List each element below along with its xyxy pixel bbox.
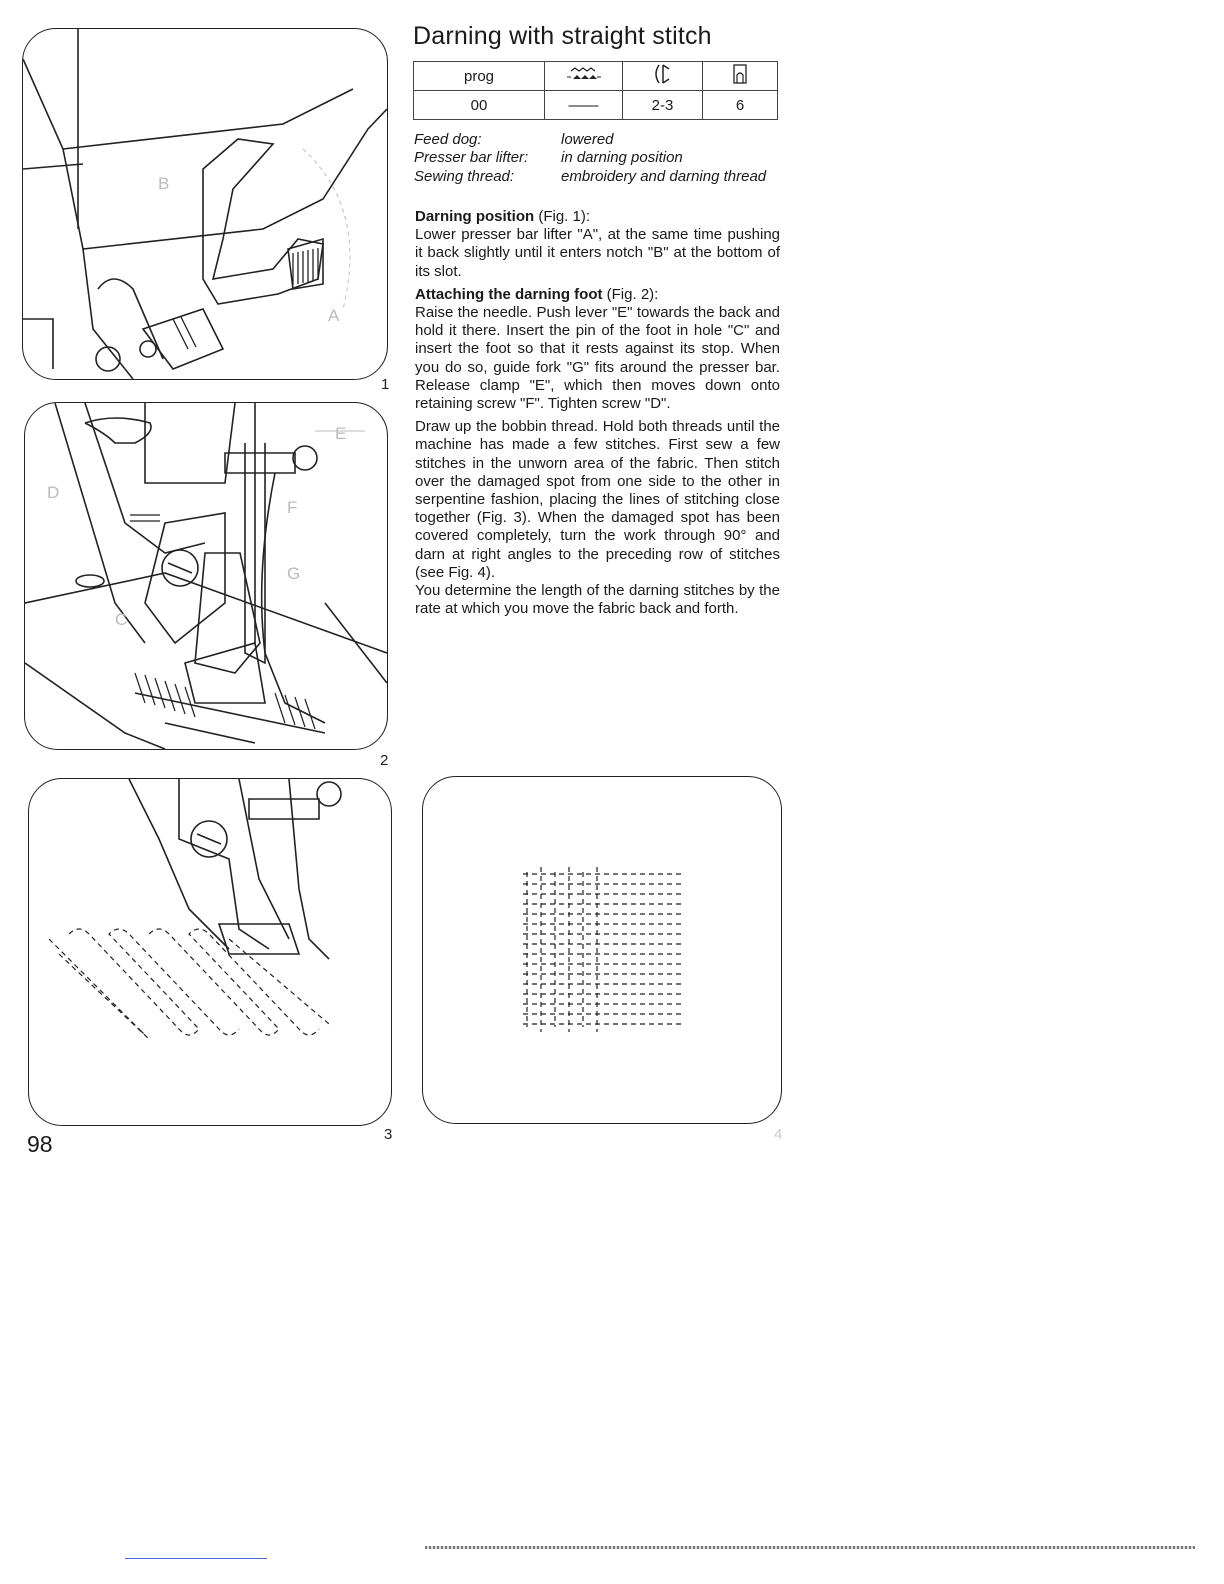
- attaching-foot-heading: Attaching the darning foot: [415, 285, 603, 303]
- property-value: lowered: [561, 131, 614, 148]
- darning-position-text: Lower presser bar lifter "A", at the same time pushing it back slightly until it enters notch "B" at the bottom of its slot.: [415, 226, 780, 280]
- page-number: 98: [27, 1131, 53, 1157]
- serpentine-darning-illustration: [29, 779, 391, 1125]
- figure-3-serpentine-darning: [28, 778, 392, 1126]
- prog-value: 00: [414, 91, 545, 120]
- property-value: in darning position: [561, 149, 683, 167]
- fig2-label-e: E: [335, 424, 347, 443]
- figure-2-darning-foot-attachment: [24, 402, 388, 750]
- figure-2-number: 2: [380, 752, 389, 769]
- presser-foot-value: 6: [703, 91, 778, 120]
- settings-properties: [414, 131, 771, 186]
- fig2-label-c: C: [115, 610, 128, 629]
- page-title: Darning with straight stitch: [413, 22, 712, 50]
- stitch-length-paragraph: You determine the length of the darning stitches by the rate at which you move the fabric back and forth.: [415, 582, 780, 618]
- property-key: Sewing thread:: [414, 167, 515, 185]
- darning-instructions-paragraph: Draw up the bobbin thread. Hold both threads until the machine has made a few stitches. First sew a few stitches in the unworn area of the fabric. Then stitch over the damaged spot from one side to the other in serpentine fashion, placing the lines of stitching close together (Fig. 3). When the damaged spot has been covered completely, turn the work through 90° and darn at right angles to the preceding row of stitches (see Fig. 4).: [415, 418, 780, 581]
- stitch-pattern-icon: [545, 62, 623, 91]
- fig1-label-a: A: [328, 306, 340, 325]
- presser-lifter-illustration: [23, 29, 387, 379]
- prog-header: prog: [414, 62, 545, 91]
- darning-foot-attachment-illustration: [25, 403, 387, 749]
- settings-table: [413, 61, 778, 120]
- settings-header-row: [414, 62, 778, 91]
- property-key: Presser bar lifter:: [414, 149, 529, 167]
- property-feed-dog: [414, 131, 771, 149]
- fig2-label-f: F: [287, 498, 298, 517]
- bottom-rule-left: [125, 1558, 267, 1559]
- darning-position-ref: (Fig. 1):: [534, 208, 591, 225]
- bottom-rule-right: [425, 1546, 1195, 1549]
- property-sewing-thread: [414, 168, 771, 186]
- fig1-label-b: B: [158, 174, 170, 193]
- property-key: Feed dog:: [414, 131, 482, 148]
- darning-position-heading: Darning position: [415, 208, 535, 225]
- instructions-body: [415, 208, 780, 623]
- figure-1-presser-lifter: [22, 28, 388, 380]
- figure-3-number: 3: [384, 1126, 393, 1143]
- fig2-label-d: D: [47, 483, 60, 502]
- property-value: embroidery and darning thread: [561, 167, 767, 185]
- settings-values-row: [414, 91, 778, 120]
- fig2-label-g: G: [287, 564, 301, 583]
- presser-foot-icon: [703, 62, 778, 91]
- darning-position-paragraph: [415, 208, 780, 281]
- stitch-length-value: 2-3: [623, 91, 703, 120]
- crosswise-darning-illustration: [423, 777, 781, 1123]
- property-presser-bar-lifter: [414, 149, 771, 167]
- figure-1-number: 1: [381, 376, 390, 393]
- figure-4-crosswise-darning: [422, 776, 782, 1124]
- attaching-foot-ref: (Fig. 2):: [602, 285, 659, 303]
- stitch-pattern-value: ——: [545, 91, 623, 120]
- stitch-length-icon: [623, 62, 703, 91]
- figure-4-number: 4: [774, 1126, 783, 1143]
- attaching-foot-paragraph: [415, 286, 780, 413]
- attaching-foot-text: Raise the needle. Push lever "E" towards the back and hold it there. Insert the pin of the foot in hole "C" and insert the foot so that it rests against its stop. When you do so, guide fork "G" fits around the presser bar. Release clamp "E", which then moves down onto retaining screw "F". Tighten screw "D".: [415, 304, 780, 413]
